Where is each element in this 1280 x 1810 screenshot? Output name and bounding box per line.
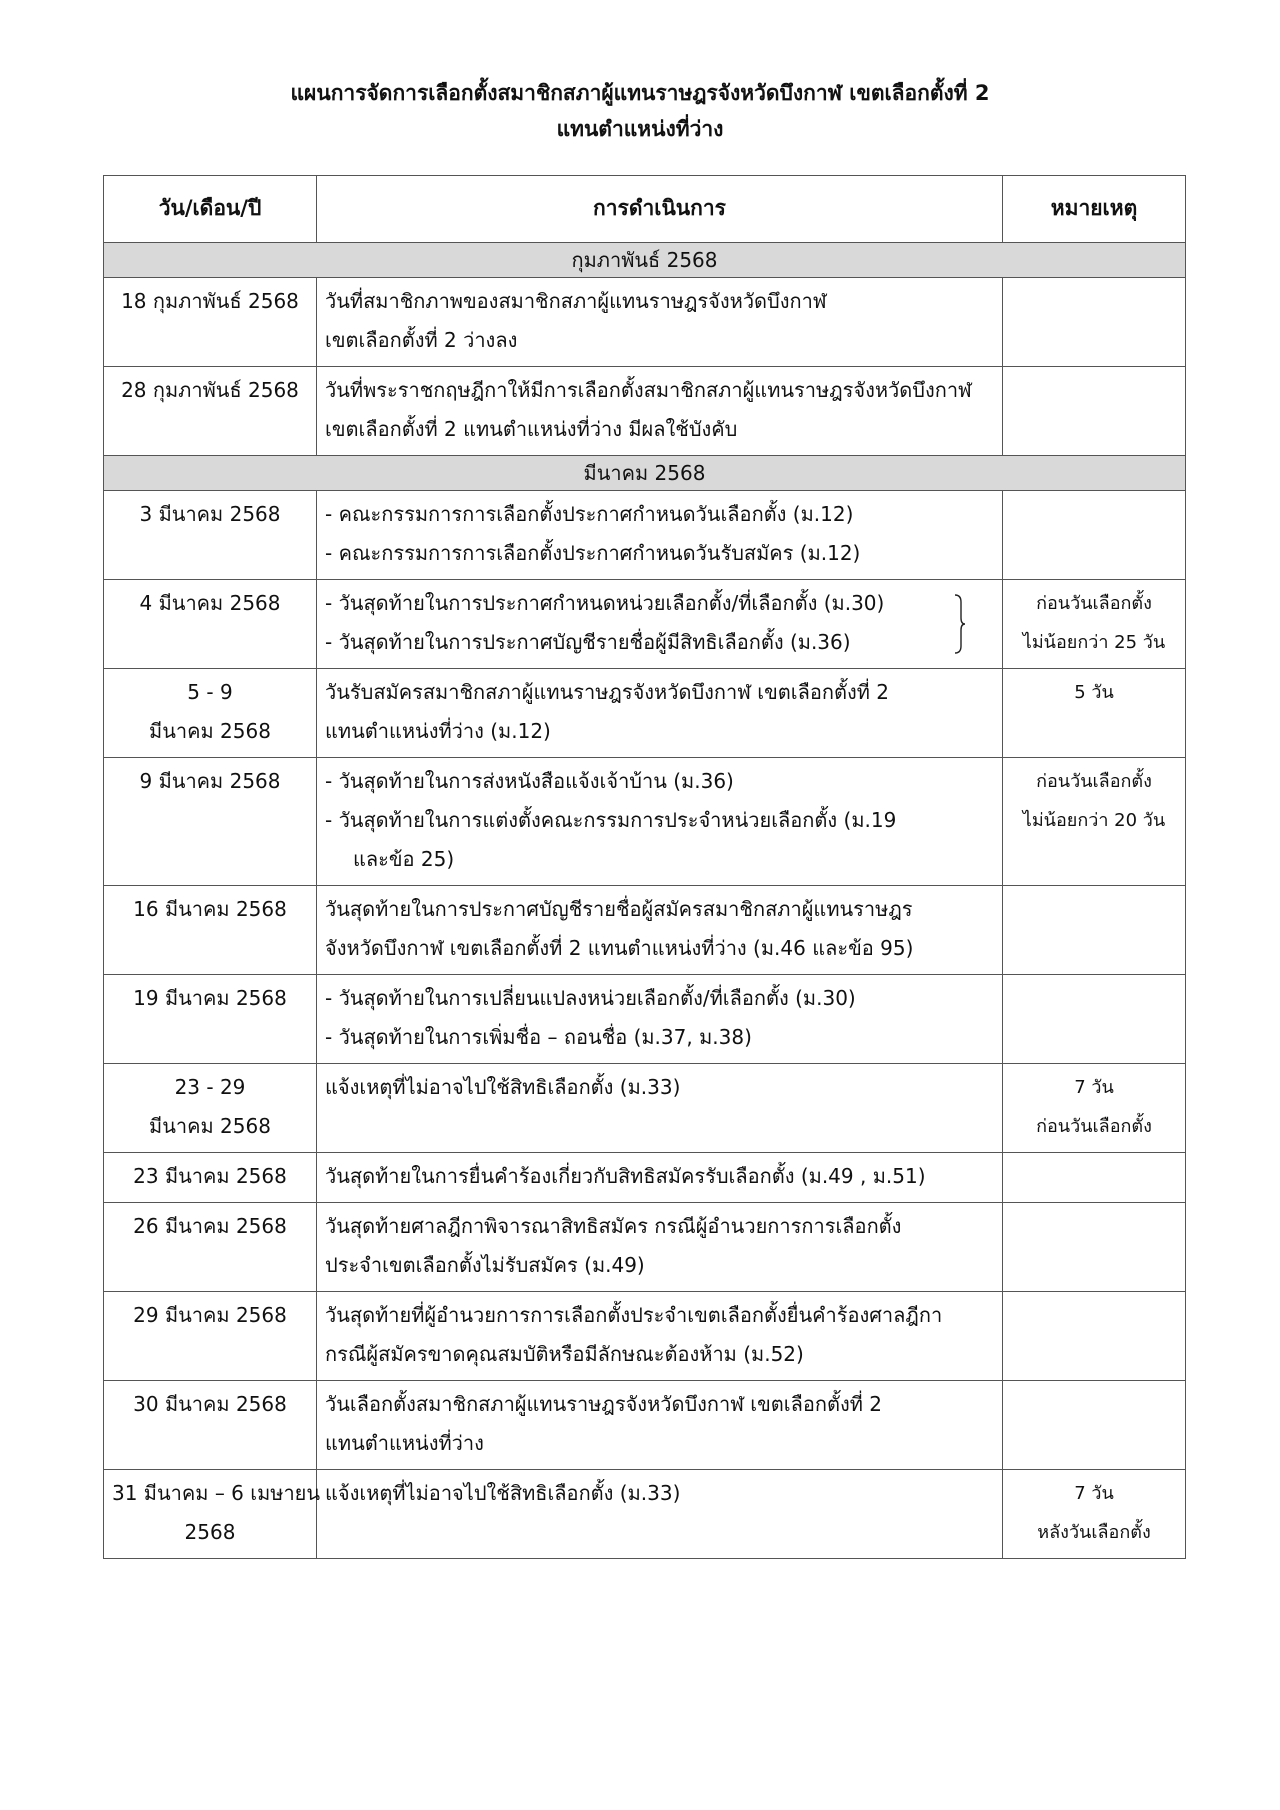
- note-line: 7 วัน: [1074, 1077, 1114, 1098]
- table-row: [104, 1064, 1186, 1153]
- date-cell: [104, 886, 317, 975]
- action-line: - วันสุดท้ายในการเพิ่มชื่อ – ถอนชื่อ (ม.37, ม.38): [325, 1025, 752, 1049]
- date-cell: [104, 1470, 321, 1559]
- action-line: - วันสุดท้ายในการเปลี่ยนแปลงหน่วยเลือกตั้ง/ที่เลือกตั้ง (ม.30): [325, 986, 856, 1010]
- action-line: แทนตำแหน่งที่ว่าง: [325, 1431, 484, 1455]
- action-line: วันที่สมาชิกภาพของสมาชิกสภาผู้แทนราษฎรจังหวัดบึงกาฬ: [325, 289, 827, 313]
- note-cell: [1003, 669, 1186, 758]
- note-line: ก่อนวันเลือกตั้ง: [1036, 771, 1152, 792]
- note-line: ไม่น้อยกว่า 20 วัน: [1022, 810, 1166, 831]
- table-row: [104, 758, 1186, 886]
- table-row: [104, 1153, 1186, 1203]
- month-separator-row: [104, 243, 1186, 278]
- date-line: 16 มีนาคม 2568: [133, 897, 287, 921]
- action-line: วันสุดท้ายในการประกาศบัญชีรายชื่อผู้สมัครสมาชิกสภาผู้แทนราษฎร: [325, 897, 913, 921]
- action-line: วันสุดท้ายในการยื่นคำร้องเกี่ยวกับสิทธิสมัครรับเลือกตั้ง (ม.49 , ม.51): [325, 1164, 926, 1188]
- action-cell: [317, 886, 1003, 975]
- action-line: - วันสุดท้ายในการแต่งตั้งคณะกรรมการประจำหน่วยเลือกตั้ง (ม.19: [325, 808, 897, 832]
- action-cell: [317, 975, 1003, 1064]
- action-line: และข้อ 25): [353, 847, 455, 871]
- note-line: หลังวันเลือกตั้ง: [1037, 1522, 1151, 1543]
- note-cell: [1003, 758, 1186, 886]
- action-line: - คณะกรรมการการเลือกตั้งประกาศกำหนดวันรับสมัคร (ม.12): [325, 541, 861, 565]
- table-row: [104, 886, 1186, 975]
- date-line: 23 - 29: [174, 1075, 246, 1099]
- note-line: 7 วัน: [1074, 1483, 1114, 1504]
- note-cell: [1003, 278, 1186, 367]
- action-cell: [317, 1153, 1003, 1203]
- date-line: 18 กุมภาพันธ์ 2568: [121, 289, 299, 313]
- header-action: การดำเนินการ: [317, 176, 1003, 243]
- action-line: แจ้งเหตุที่ไม่อาจไปใช้สิทธิเลือกตั้ง (ม.33): [325, 1075, 681, 1099]
- action-line: แทนตำแหน่งที่ว่าง (ม.12): [325, 719, 551, 743]
- date-line: 2568: [184, 1520, 236, 1544]
- action-line: - วันสุดท้ายในการประกาศบัญชีรายชื่อผู้มีสิทธิเลือกตั้ง (ม.36): [325, 630, 851, 654]
- action-cell: [317, 1203, 1003, 1292]
- table-row: [104, 580, 1186, 669]
- note-cell: [1003, 491, 1186, 580]
- date-cell: [104, 278, 317, 367]
- document-subtitle: แทนตำแหน่งที่ว่าง: [556, 117, 724, 141]
- month-label: กุมภาพันธ์ 2568: [104, 243, 1186, 278]
- table-header-row: [104, 176, 1186, 243]
- action-cell: [317, 367, 1003, 456]
- note-cell: [1003, 580, 1186, 669]
- date-line: 30 มีนาคม 2568: [133, 1392, 287, 1416]
- date-line: 23 มีนาคม 2568: [133, 1164, 287, 1188]
- date-line: 28 กุมภาพันธ์ 2568: [121, 378, 299, 402]
- table-row: [104, 669, 1186, 758]
- table-row: [104, 1470, 1186, 1559]
- date-cell: [104, 580, 317, 669]
- action-line: - คณะกรรมการการเลือกตั้งประกาศกำหนดวันเลือกตั้ง (ม.12): [325, 502, 854, 526]
- action-line: วันที่พระราชกฤษฎีกาให้มีการเลือกตั้งสมาชิกสภาผู้แทนราษฎรจังหวัดบึงกาฬ: [325, 378, 972, 402]
- note-line: 5 วัน: [1074, 682, 1114, 703]
- action-line: วันสุดท้ายศาลฎีกาพิจารณาสิทธิสมัคร กรณีผู้อำนวยการการเลือกตั้ง: [325, 1214, 902, 1238]
- election-plan-table: [103, 175, 1186, 1559]
- action-line: ประจำเขตเลือกตั้งไม่รับสมัคร (ม.49): [325, 1253, 645, 1277]
- date-line: 9 มีนาคม 2568: [139, 769, 281, 793]
- action-cell: [317, 580, 1003, 669]
- date-cell: [104, 1292, 317, 1381]
- action-line: กรณีผู้สมัครขาดคุณสมบัติหรือมีลักษณะต้องห้าม (ม.52): [325, 1342, 804, 1366]
- note-cell: [1003, 367, 1186, 456]
- action-line: วันสุดท้ายที่ผู้อำนวยการการเลือกตั้งประจำเขตเลือกตั้งยื่นคำร้องศาลฎีกา: [325, 1303, 943, 1327]
- date-cell: [104, 1064, 317, 1153]
- note-line: ก่อนวันเลือกตั้ง: [1036, 1116, 1152, 1137]
- date-cell: [104, 758, 317, 886]
- date-cell: [104, 1203, 317, 1292]
- table-row: [104, 1381, 1186, 1470]
- date-line: มีนาคม 2568: [149, 1114, 271, 1138]
- action-cell: [317, 1292, 1003, 1381]
- note-cell: [1003, 1203, 1186, 1292]
- action-line: - วันสุดท้ายในการประกาศกำหนดหน่วยเลือกตั้ง/ที่เลือกตั้ง (ม.30): [325, 591, 885, 615]
- action-cell: [317, 669, 1003, 758]
- note-cell: [1003, 1292, 1186, 1381]
- action-line: เขตเลือกตั้งที่ 2 ว่างลง: [325, 328, 518, 352]
- action-line: - วันสุดท้ายในการส่งหนังสือแจ้งเจ้าบ้าน (ม.36): [325, 769, 734, 793]
- action-cell: [317, 491, 1003, 580]
- date-cell: [104, 1153, 317, 1203]
- month-label: มีนาคม 2568: [104, 456, 1186, 491]
- action-line: วันรับสมัครสมาชิกสภาผู้แทนราษฎรจังหวัดบึงกาฬ เขตเลือกตั้งที่ 2: [325, 680, 890, 704]
- note-cell: [1003, 1064, 1186, 1153]
- note-cell: [1003, 1153, 1186, 1203]
- table-row: [104, 278, 1186, 367]
- action-cell: [317, 1381, 1003, 1470]
- table-row: [104, 1292, 1186, 1381]
- date-cell: [104, 669, 317, 758]
- action-cell: [317, 758, 1003, 886]
- note-cell: [1003, 1470, 1186, 1559]
- action-cell: [317, 1470, 1003, 1559]
- note-line: ไม่น้อยกว่า 25 วัน: [1022, 632, 1166, 653]
- date-line: 5 - 9: [187, 680, 233, 704]
- date-line: 19 มีนาคม 2568: [133, 986, 287, 1010]
- date-cell: [104, 975, 317, 1064]
- date-line: 4 มีนาคม 2568: [139, 591, 281, 615]
- table-row: [104, 491, 1186, 580]
- date-line: 29 มีนาคม 2568: [133, 1303, 287, 1327]
- date-line: 31 มีนาคม – 6 เมษายน: [112, 1481, 321, 1505]
- document-title: แผนการจัดการเลือกตั้งสมาชิกสภาผู้แทนราษฎรจังหวัดบึงกาฬ เขตเลือกตั้งที่ 2: [290, 81, 990, 105]
- table-row: [104, 1203, 1186, 1292]
- note-cell: [1003, 975, 1186, 1064]
- action-line: แจ้งเหตุที่ไม่อาจไปใช้สิทธิเลือกตั้ง (ม.33): [325, 1481, 681, 1505]
- date-cell: [104, 1381, 317, 1470]
- header-date: วัน/เดือน/ปี: [104, 176, 317, 243]
- action-cell: [317, 1064, 1003, 1153]
- date-line: 3 มีนาคม 2568: [139, 502, 281, 526]
- date-cell: [104, 491, 317, 580]
- header-note: หมายเหตุ: [1003, 176, 1186, 243]
- date-line: มีนาคม 2568: [149, 719, 271, 743]
- action-line: เขตเลือกตั้งที่ 2 แทนตำแหน่งที่ว่าง มีผลใช้บังคับ: [325, 417, 738, 441]
- note-line: ก่อนวันเลือกตั้ง: [1036, 593, 1152, 614]
- date-line: 26 มีนาคม 2568: [133, 1214, 287, 1238]
- note-cell: [1003, 1381, 1186, 1470]
- action-cell: [317, 278, 1003, 367]
- date-cell: [104, 367, 317, 456]
- curly-brace-icon: [954, 594, 966, 654]
- table-row: [104, 975, 1186, 1064]
- month-separator-row: [104, 456, 1186, 491]
- action-line: วันเลือกตั้งสมาชิกสภาผู้แทนราษฎรจังหวัดบึงกาฬ เขตเลือกตั้งที่ 2: [325, 1392, 883, 1416]
- action-line: จังหวัดบึงกาฬ เขตเลือกตั้งที่ 2 แทนตำแหน่งที่ว่าง (ม.46 และข้อ 95): [325, 936, 914, 960]
- table-row: [104, 367, 1186, 456]
- note-cell: [1003, 886, 1186, 975]
